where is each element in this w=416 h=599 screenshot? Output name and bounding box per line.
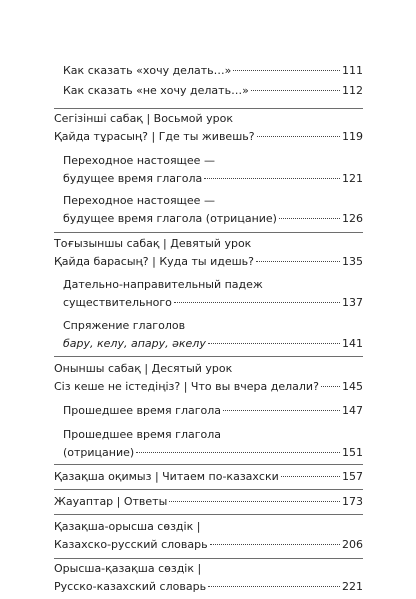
toc-entry-title: Переходное настоящее —	[63, 154, 215, 167]
toc-lesson-subtitle: Қайда тұрасың? | Где ты живешь?	[54, 130, 255, 143]
toc-lesson-9-subtitle[interactable]	[54, 253, 363, 271]
toc-entry-not-want-to-do[interactable]	[63, 82, 363, 100]
toc-entry-title: Казахско-русский словарь	[54, 538, 208, 551]
toc-entry-line1	[54, 560, 363, 578]
dot-leader	[321, 386, 340, 387]
toc-page-number: 145	[342, 380, 363, 393]
toc-page-number: 135	[342, 255, 363, 268]
divider	[54, 489, 363, 490]
toc-entry-line1	[63, 276, 363, 294]
toc-page-number: 141	[342, 337, 363, 350]
toc-lesson-title: Сегізінші сабақ | Восьмой урок	[54, 112, 234, 125]
toc-entry-title: Русско-казахский словарь	[54, 580, 207, 593]
toc-page-number: 126	[342, 212, 363, 225]
toc-entry-title: Прошедшее время глагола	[63, 428, 221, 441]
dot-leader	[256, 261, 340, 262]
toc-entry-line1	[63, 192, 363, 210]
dot-leader	[281, 476, 340, 477]
toc-entry-kazakh-russian-dictionary[interactable]	[54, 536, 363, 554]
toc-page-number: 206	[342, 538, 363, 551]
toc-entry-title: бару, келу, апару, әкелу	[63, 337, 206, 350]
toc-page-number: 119	[342, 130, 363, 143]
divider	[54, 514, 363, 515]
toc-page-number: 173	[342, 495, 363, 508]
toc-lesson-title: Оныншы сабақ | Десятый урок	[54, 362, 233, 375]
toc-entry-title: будущее время глагола	[63, 172, 203, 185]
toc-entry-title: существительного	[63, 296, 172, 309]
toc-entry-present-future-negation[interactable]	[63, 210, 363, 228]
toc-entry-line1	[63, 317, 363, 335]
dot-leader	[251, 90, 340, 91]
toc-lesson-title: Тоғызыншы сабақ | Девятый урок	[54, 237, 252, 250]
dot-leader	[208, 343, 340, 344]
toc-entry-present-future[interactable]	[63, 170, 363, 188]
dot-leader	[223, 410, 340, 411]
toc-entry-past-tense[interactable]	[63, 402, 363, 420]
toc-page-number: 221	[342, 580, 363, 593]
dot-leader	[169, 501, 340, 502]
toc-entry-title: Қазақша-орысша сөздік |	[54, 520, 201, 533]
dot-leader	[136, 452, 340, 453]
toc-page-number: 121	[342, 172, 363, 185]
dot-leader	[208, 586, 340, 587]
toc-entry-title: Переходное настоящее —	[63, 194, 215, 207]
toc-entry-title: Как сказать «не хочу делать…»	[63, 84, 249, 97]
dot-leader	[257, 136, 340, 137]
toc-page-number: 137	[342, 296, 363, 309]
toc-entry-title: будущее время глагола (отрицание)	[63, 212, 277, 225]
toc-page-number: 112	[342, 84, 363, 97]
dot-leader	[279, 218, 340, 219]
toc-entry-line1	[63, 426, 363, 444]
dot-leader	[233, 70, 340, 71]
toc-page-number: 157	[342, 470, 363, 483]
toc-lesson-10-heading[interactable]	[54, 360, 363, 378]
toc-lesson-subtitle: Қайда барасың? | Куда ты идешь?	[54, 255, 254, 268]
toc-entry-title: Спряжение глаголов	[63, 319, 186, 332]
toc-entry-russian-kazakh-dictionary[interactable]	[54, 578, 363, 596]
divider	[54, 356, 363, 357]
toc-lesson-8-subtitle[interactable]	[54, 128, 363, 146]
divider	[54, 464, 363, 465]
toc-entry-want-to-do[interactable]	[63, 62, 363, 80]
toc-page-number: 111	[342, 64, 363, 77]
toc-entry-title: Жауаптар | Ответы	[54, 495, 168, 508]
toc-entry-dative-case[interactable]	[63, 294, 363, 312]
toc-entry-title: (отрицание)	[63, 446, 135, 459]
toc-entry-line1	[63, 152, 363, 170]
toc-lesson-subtitle: Сіз кеше не істедіңіз? | Что вы вчера делали?	[54, 380, 319, 393]
toc-entry-answers[interactable]	[54, 493, 363, 511]
dot-leader	[204, 178, 340, 179]
toc-entry-line1	[54, 518, 363, 536]
toc-entry-past-tense-negation[interactable]	[63, 444, 363, 462]
toc-entry-title: Дательно-направительный падеж	[63, 278, 263, 291]
toc-lesson-8-heading[interactable]	[54, 110, 363, 128]
dot-leader	[174, 302, 340, 303]
toc-entry-title: Как сказать «хочу делать…»	[63, 64, 232, 77]
toc-entry-verb-conjugation[interactable]	[63, 335, 363, 353]
toc-entry-title: Қазақша оқимыз | Читаем по-казахски	[54, 470, 279, 483]
divider	[54, 232, 363, 233]
toc-entry-title: Орысша-қазақша сөздік |	[54, 562, 202, 575]
toc-lesson-9-heading[interactable]	[54, 235, 363, 253]
divider	[54, 108, 363, 109]
divider	[54, 558, 363, 559]
toc-entry-reading[interactable]	[54, 468, 363, 486]
toc-page-number: 151	[342, 446, 363, 459]
toc-entry-title: Прошедшее время глагола	[63, 404, 221, 417]
toc-lesson-10-subtitle[interactable]	[54, 378, 363, 396]
dot-leader	[210, 544, 340, 545]
toc-page-number: 147	[342, 404, 363, 417]
